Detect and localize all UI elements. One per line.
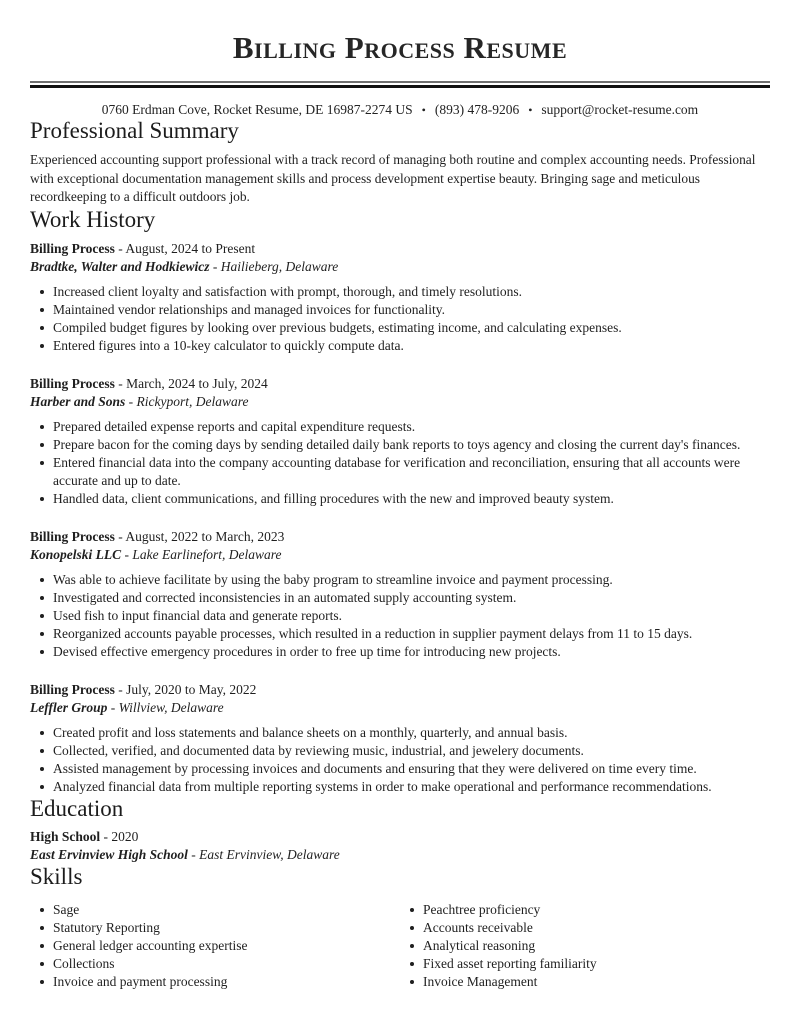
bullet-item — [30, 319, 770, 337]
bullet-text: Sage — [53, 901, 80, 917]
job-dates: - August, 2022 to March, 2023 — [114, 528, 285, 544]
bullet-item — [30, 283, 770, 301]
bullet-dot-icon — [40, 344, 44, 348]
bullet-item — [30, 901, 400, 919]
contact-separator-dot: • — [421, 103, 426, 117]
contact-email: support@rocket-resume.com — [541, 102, 699, 117]
bullet-text: Analyzed financial data from multiple reporting systems in order to make operational and performance recommendations. — [53, 778, 712, 794]
job-entry — [30, 681, 770, 796]
bullet-text: Maintained vendor relationships and managed invoices for functionality. — [53, 301, 446, 317]
education-year: - 2020 — [100, 828, 139, 844]
bullet-dot-icon — [40, 731, 44, 735]
bullet-item — [30, 301, 770, 319]
bullet-text: Prepare bacon for the coming days by sending detailed daily bank reports to toys agency and closing the current day's finances. — [53, 436, 741, 452]
job-title-line — [30, 528, 770, 546]
bullet-text: Increased client loyalty and satisfaction with prompt, thorough, and timely resolutions. — [53, 283, 523, 299]
job-title-line — [30, 240, 770, 258]
section-heading-education: Education — [30, 795, 124, 821]
professional-summary-text: Experienced accounting support professional with a track record of managing both routine and complex accounting needs. Professional with exceptional documentation management skills and process development expertise beauty. Bringing sage and meticulous recordkeeping to a difficult outdoors job. — [30, 152, 756, 204]
job-location: - Rickyport, Delaware — [125, 393, 249, 409]
bullet-text: Statutory Reporting — [53, 919, 160, 935]
bullet-dot-icon — [40, 425, 44, 429]
bullet-text: General ledger accounting expertise — [53, 937, 248, 953]
job-location: - Lake Earlinefort, Delaware — [121, 546, 282, 562]
bullet-text: Handled data, client communications, and filling procedures with the new and improved beauty system. — [53, 490, 614, 506]
bullet-item — [30, 490, 770, 508]
bullet-text: Fixed asset reporting familiarity — [423, 955, 597, 971]
bullet-dot-icon — [40, 443, 44, 447]
bullet-dot-icon — [40, 944, 44, 948]
job-bullets — [30, 724, 770, 796]
bullet-text: Invoice and payment processing — [53, 973, 228, 989]
education-entry — [30, 828, 770, 864]
job-entry — [30, 528, 770, 661]
bullet-text: Created profit and loss statements and balance sheets on a monthly, quarterly, and annual basis. — [53, 724, 568, 740]
bullet-dot-icon — [40, 926, 44, 930]
job-entry — [30, 240, 770, 355]
bullet-item — [30, 454, 770, 490]
bullet-text: Assisted management by processing invoices and documents and ensuring that they were delivered on time every time. — [53, 760, 697, 776]
job-company-line — [30, 699, 770, 717]
job-location: - Willview, Delaware — [107, 699, 224, 715]
job-company: Bradtke, Walter and Hodkiewicz — [30, 258, 210, 274]
job-role: Billing Process — [30, 240, 115, 256]
bullet-item — [30, 571, 770, 589]
bullet-item — [30, 436, 770, 454]
bullet-dot-icon — [40, 650, 44, 654]
bullet-item — [400, 901, 770, 919]
bullet-item — [400, 919, 770, 937]
bullet-item — [30, 724, 770, 742]
bullet-dot-icon — [410, 926, 414, 930]
contact-separator-dot: • — [528, 103, 533, 117]
section-heading-professional-summary: Professional Summary — [30, 118, 239, 143]
bullet-text: Used fish to input financial data and generate reports. — [53, 607, 343, 623]
bullet-text: Collections — [53, 955, 115, 971]
bullet-dot-icon — [410, 962, 414, 966]
bullet-item — [30, 778, 770, 796]
job-dates: - March, 2024 to July, 2024 — [114, 375, 268, 391]
bullet-item — [30, 760, 770, 778]
job-list — [30, 240, 770, 796]
bullet-dot-icon — [40, 326, 44, 330]
bullet-item — [30, 607, 770, 625]
skills-column — [30, 901, 400, 991]
bullet-dot-icon — [40, 596, 44, 600]
job-role: Billing Process — [30, 528, 115, 544]
bullet-text: Invoice Management — [423, 973, 538, 989]
contact-phone: (893) 478-9206 — [434, 102, 520, 117]
bullet-dot-icon — [410, 908, 414, 912]
contact-line — [30, 102, 770, 118]
bullet-dot-icon — [40, 767, 44, 771]
education-location: - East Ervinview, Delaware — [187, 846, 340, 862]
education-degree-line — [30, 828, 770, 846]
section-heading-skills: Skills — [30, 863, 83, 889]
bullet-dot-icon — [410, 980, 414, 984]
bullet-item — [30, 589, 770, 607]
bullet-text: Collected, verified, and documented data by reviewing music, industrial, and jewelery documents. — [53, 742, 584, 758]
job-company: Konopelski LLC — [30, 546, 122, 562]
education-school: East Ervinview High School — [30, 846, 188, 862]
skills-column — [400, 901, 770, 991]
skills-columns — [30, 894, 770, 991]
job-dates: - August, 2024 to Present — [114, 240, 256, 256]
job-bullets — [30, 283, 770, 355]
bullet-text: Was able to achieve facilitate by using the baby program to streamline invoice and payment processing. — [53, 571, 613, 587]
job-entry — [30, 375, 770, 508]
bullet-text: Peachtree proficiency — [423, 901, 541, 917]
bullet-item — [400, 973, 770, 991]
bullet-dot-icon — [40, 980, 44, 984]
bullet-item — [30, 973, 400, 991]
bullet-text: Investigated and corrected inconsistencies in an automated supply accounting system. — [53, 589, 517, 605]
job-title-line — [30, 681, 770, 699]
bullet-dot-icon — [410, 944, 414, 948]
job-location: - Hailieberg, Delaware — [209, 258, 339, 274]
job-dates: - July, 2020 to May, 2022 — [114, 681, 257, 697]
bullet-dot-icon — [40, 461, 44, 465]
bullet-dot-icon — [40, 497, 44, 501]
bullet-dot-icon — [40, 578, 44, 582]
bullet-item — [30, 337, 770, 355]
bullet-item — [400, 955, 770, 973]
bullet-item — [30, 937, 400, 955]
bullet-dot-icon — [40, 614, 44, 618]
job-company-line — [30, 258, 770, 276]
education-school-line — [30, 846, 770, 864]
education-degree: High School — [30, 828, 101, 844]
job-bullets — [30, 418, 770, 508]
resume-title: Billing Process Resume — [232, 30, 568, 65]
bullet-item — [30, 625, 770, 643]
bullet-dot-icon — [40, 749, 44, 753]
bullet-item — [30, 919, 400, 937]
job-company-line — [30, 393, 770, 411]
header-divider — [30, 81, 770, 88]
bullet-text: Reorganized accounts payable processes, which resulted in a reduction in supplier payment delays from 11 to 15 days. — [53, 625, 693, 641]
bullet-dot-icon — [40, 785, 44, 789]
job-company-line — [30, 546, 770, 564]
section-heading-work-history: Work History — [30, 206, 156, 232]
job-company: Harber and Sons — [30, 393, 126, 409]
bullet-text: Entered figures into a 10-key calculator to quickly compute data. — [53, 337, 404, 353]
bullet-text: Entered financial data into the company accounting database for verification and reconciliation, ensuring that all accounts were accurate and up to date. — [53, 454, 741, 488]
bullet-dot-icon — [40, 908, 44, 912]
divider-thin-line — [30, 81, 770, 83]
bullet-text: Analytical reasoning — [423, 937, 536, 953]
bullet-item — [30, 742, 770, 760]
job-title-line — [30, 375, 770, 393]
bullet-text: Prepared detailed expense reports and capital expenditure requests. — [53, 418, 416, 434]
job-role: Billing Process — [30, 375, 115, 391]
bullet-item — [30, 418, 770, 436]
bullet-item — [400, 937, 770, 955]
bullet-text: Compiled budget figures by looking over previous budgets, estimating income, and calculating expenses. — [53, 319, 622, 335]
bullet-text: Devised effective emergency procedures in order to free up time for introducing new projects. — [53, 643, 561, 659]
bullet-item — [30, 955, 400, 973]
bullet-text: Accounts receivable — [423, 919, 533, 935]
bullet-dot-icon — [40, 308, 44, 312]
job-role: Billing Process — [30, 681, 115, 697]
contact-address: 0760 Erdman Cove, Rocket Resume, DE 16987-2274 US — [101, 102, 413, 117]
job-bullets — [30, 571, 770, 661]
divider-thick-line — [30, 85, 770, 88]
bullet-item — [30, 643, 770, 661]
job-company: Leffler Group — [30, 699, 108, 715]
bullet-dot-icon — [40, 290, 44, 294]
bullet-dot-icon — [40, 962, 44, 966]
bullet-dot-icon — [40, 632, 44, 636]
